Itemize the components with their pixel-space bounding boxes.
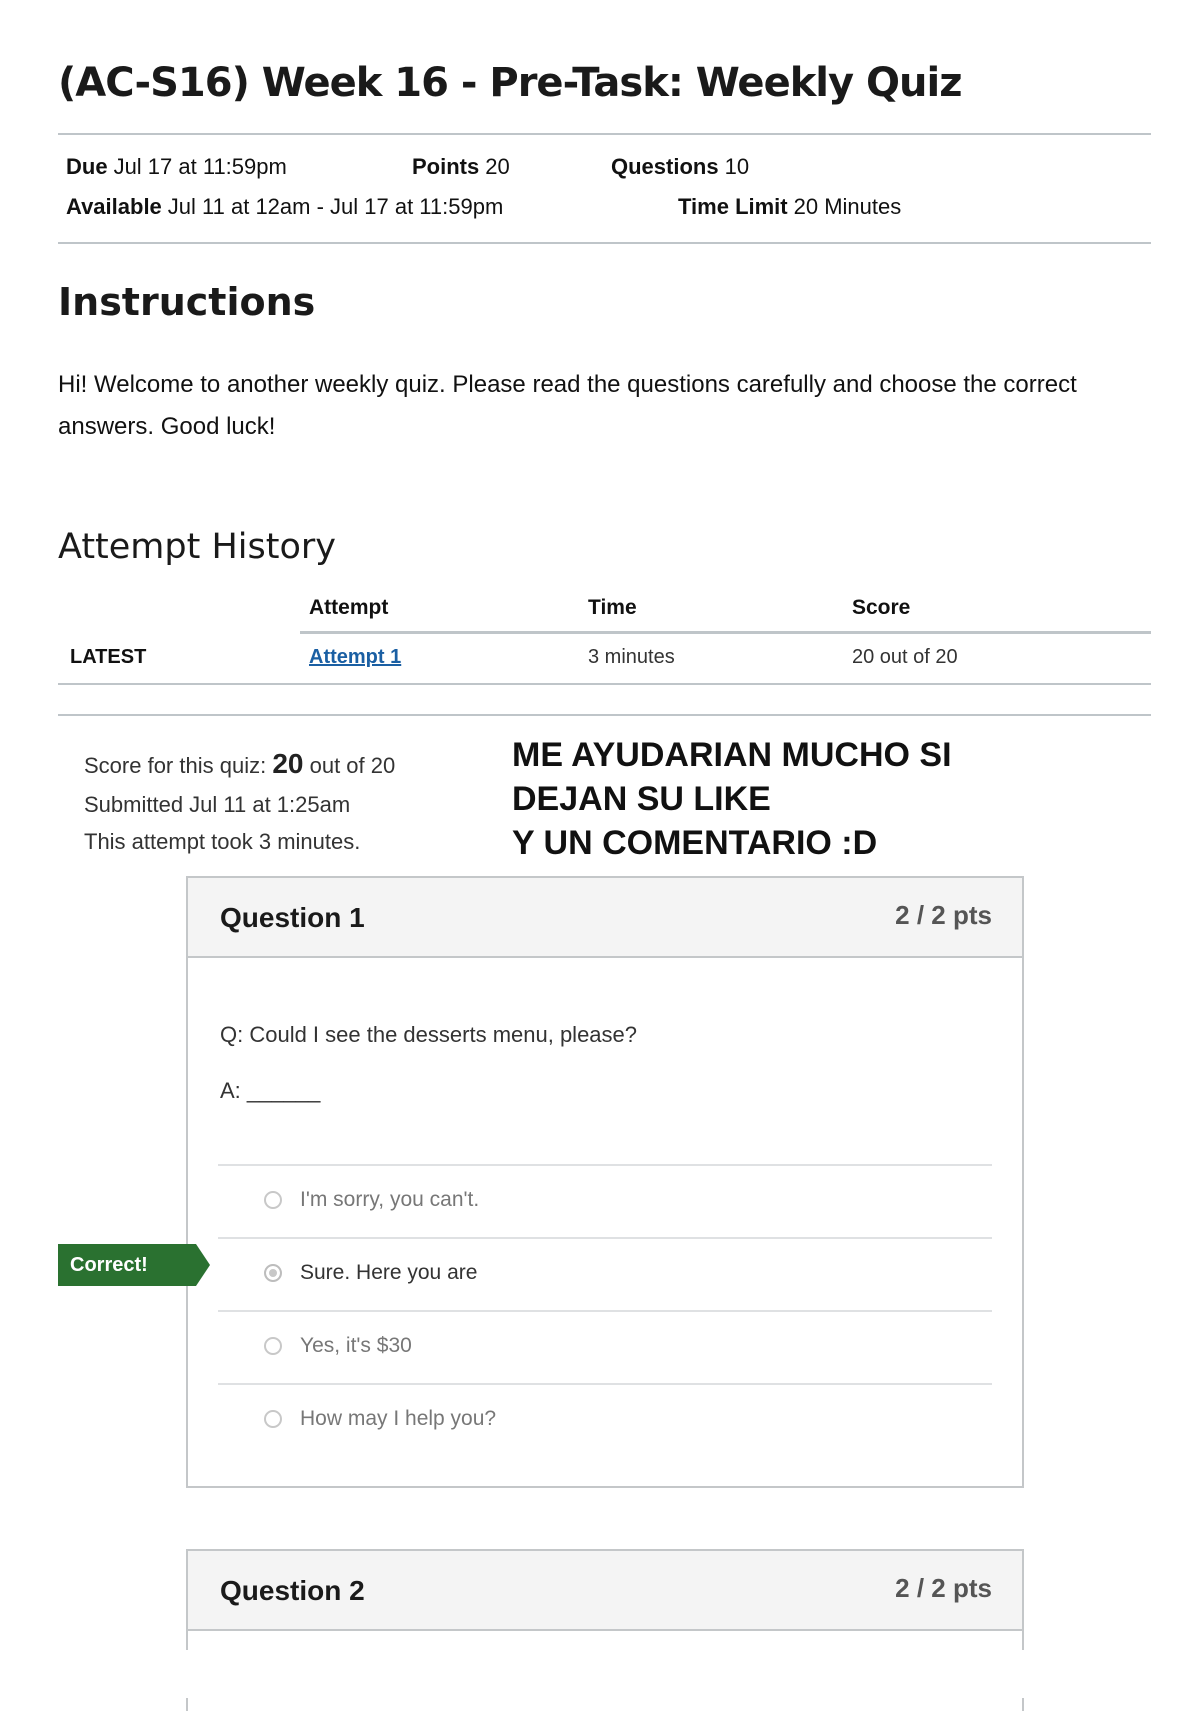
answer-label: Sure. Here you are [300,1261,478,1284]
attempt-duration: This attempt took 3 minutes. [84,829,361,854]
radio-button[interactable] [264,1337,282,1355]
table-header-divider [300,631,1151,634]
question-header [188,1551,1022,1631]
time-limit-meta: Time Limit 20 Minutes [678,194,902,219]
correct-answer-tag: Correct! [58,1244,196,1286]
answer-option[interactable] [264,1166,964,1238]
answer-label: I'm sorry, you can't. [300,1188,480,1211]
quiz-meta-row-1 [66,154,287,180]
note-line: Y UN COMENTARIO :D [512,824,878,862]
submitted-time: Submitted Jul 11 at 1:25am [84,792,351,817]
meta-divider [58,242,1151,244]
attempt-history-heading: Attempt History [58,527,336,567]
latest-label: LATEST [70,646,147,668]
page-bottom-margin [0,1650,1200,1698]
quiz-score: Score for this quiz: 20 out of 20 [84,748,396,779]
question-points: 2 / 2 pts [895,1573,992,1603]
due-meta: Due Jul 17 at 11:59pm [66,154,287,179]
answer-option-selected[interactable] [264,1239,964,1311]
radio-button[interactable] [264,1410,282,1428]
score-value: 20 [272,748,304,779]
radio-button[interactable] [264,1191,282,1209]
answer-option[interactable] [264,1385,964,1457]
comment-note [512,733,952,865]
attempt-time: 3 minutes [588,646,675,668]
radio-button-selected[interactable] [264,1264,282,1282]
instructions-text: Hi! Welcome to another weekly quiz. Please read the questions carefully and choose the correct answers. Good luck! [58,371,1077,440]
table-bottom-divider [58,683,1151,685]
attempt-score: 20 out of 20 [852,646,958,668]
question-title: Question 1 [220,902,365,933]
time-column-header: Time [588,596,637,619]
question-header [188,878,1022,958]
question-points: 2 / 2 pts [895,900,992,930]
score-section-divider [58,714,1151,716]
question-text: Q: Could I see the desserts menu, please? [220,1022,638,1047]
attempt-column-header: Attempt [309,596,389,619]
attempt-link[interactable]: Attempt 1 [309,646,402,668]
question-1-card [186,876,1024,1488]
instructions-heading: Instructions [58,280,316,324]
answer-label: Yes, it's $30 [300,1334,412,1357]
answer-option[interactable] [264,1312,964,1384]
points-meta: Points 20 [412,154,510,179]
note-line: ME AYUDARIAN MUCHO SI [512,736,952,774]
title-divider [58,133,1151,135]
questions-meta: Questions 10 [611,154,750,179]
answer-label: How may I help you? [300,1407,497,1430]
note-line: DEJAN SU LIKE [512,780,771,818]
answer-prompt: A: ______ [220,1078,321,1103]
question-title: Question 2 [220,1575,365,1606]
score-column-header: Score [852,596,911,619]
page-title: (AC-S16) Week 16 - Pre-Task: Weekly Quiz [58,60,962,106]
available-meta: Available Jul 11 at 12am - Jul 17 at 11:59pm [66,194,504,219]
